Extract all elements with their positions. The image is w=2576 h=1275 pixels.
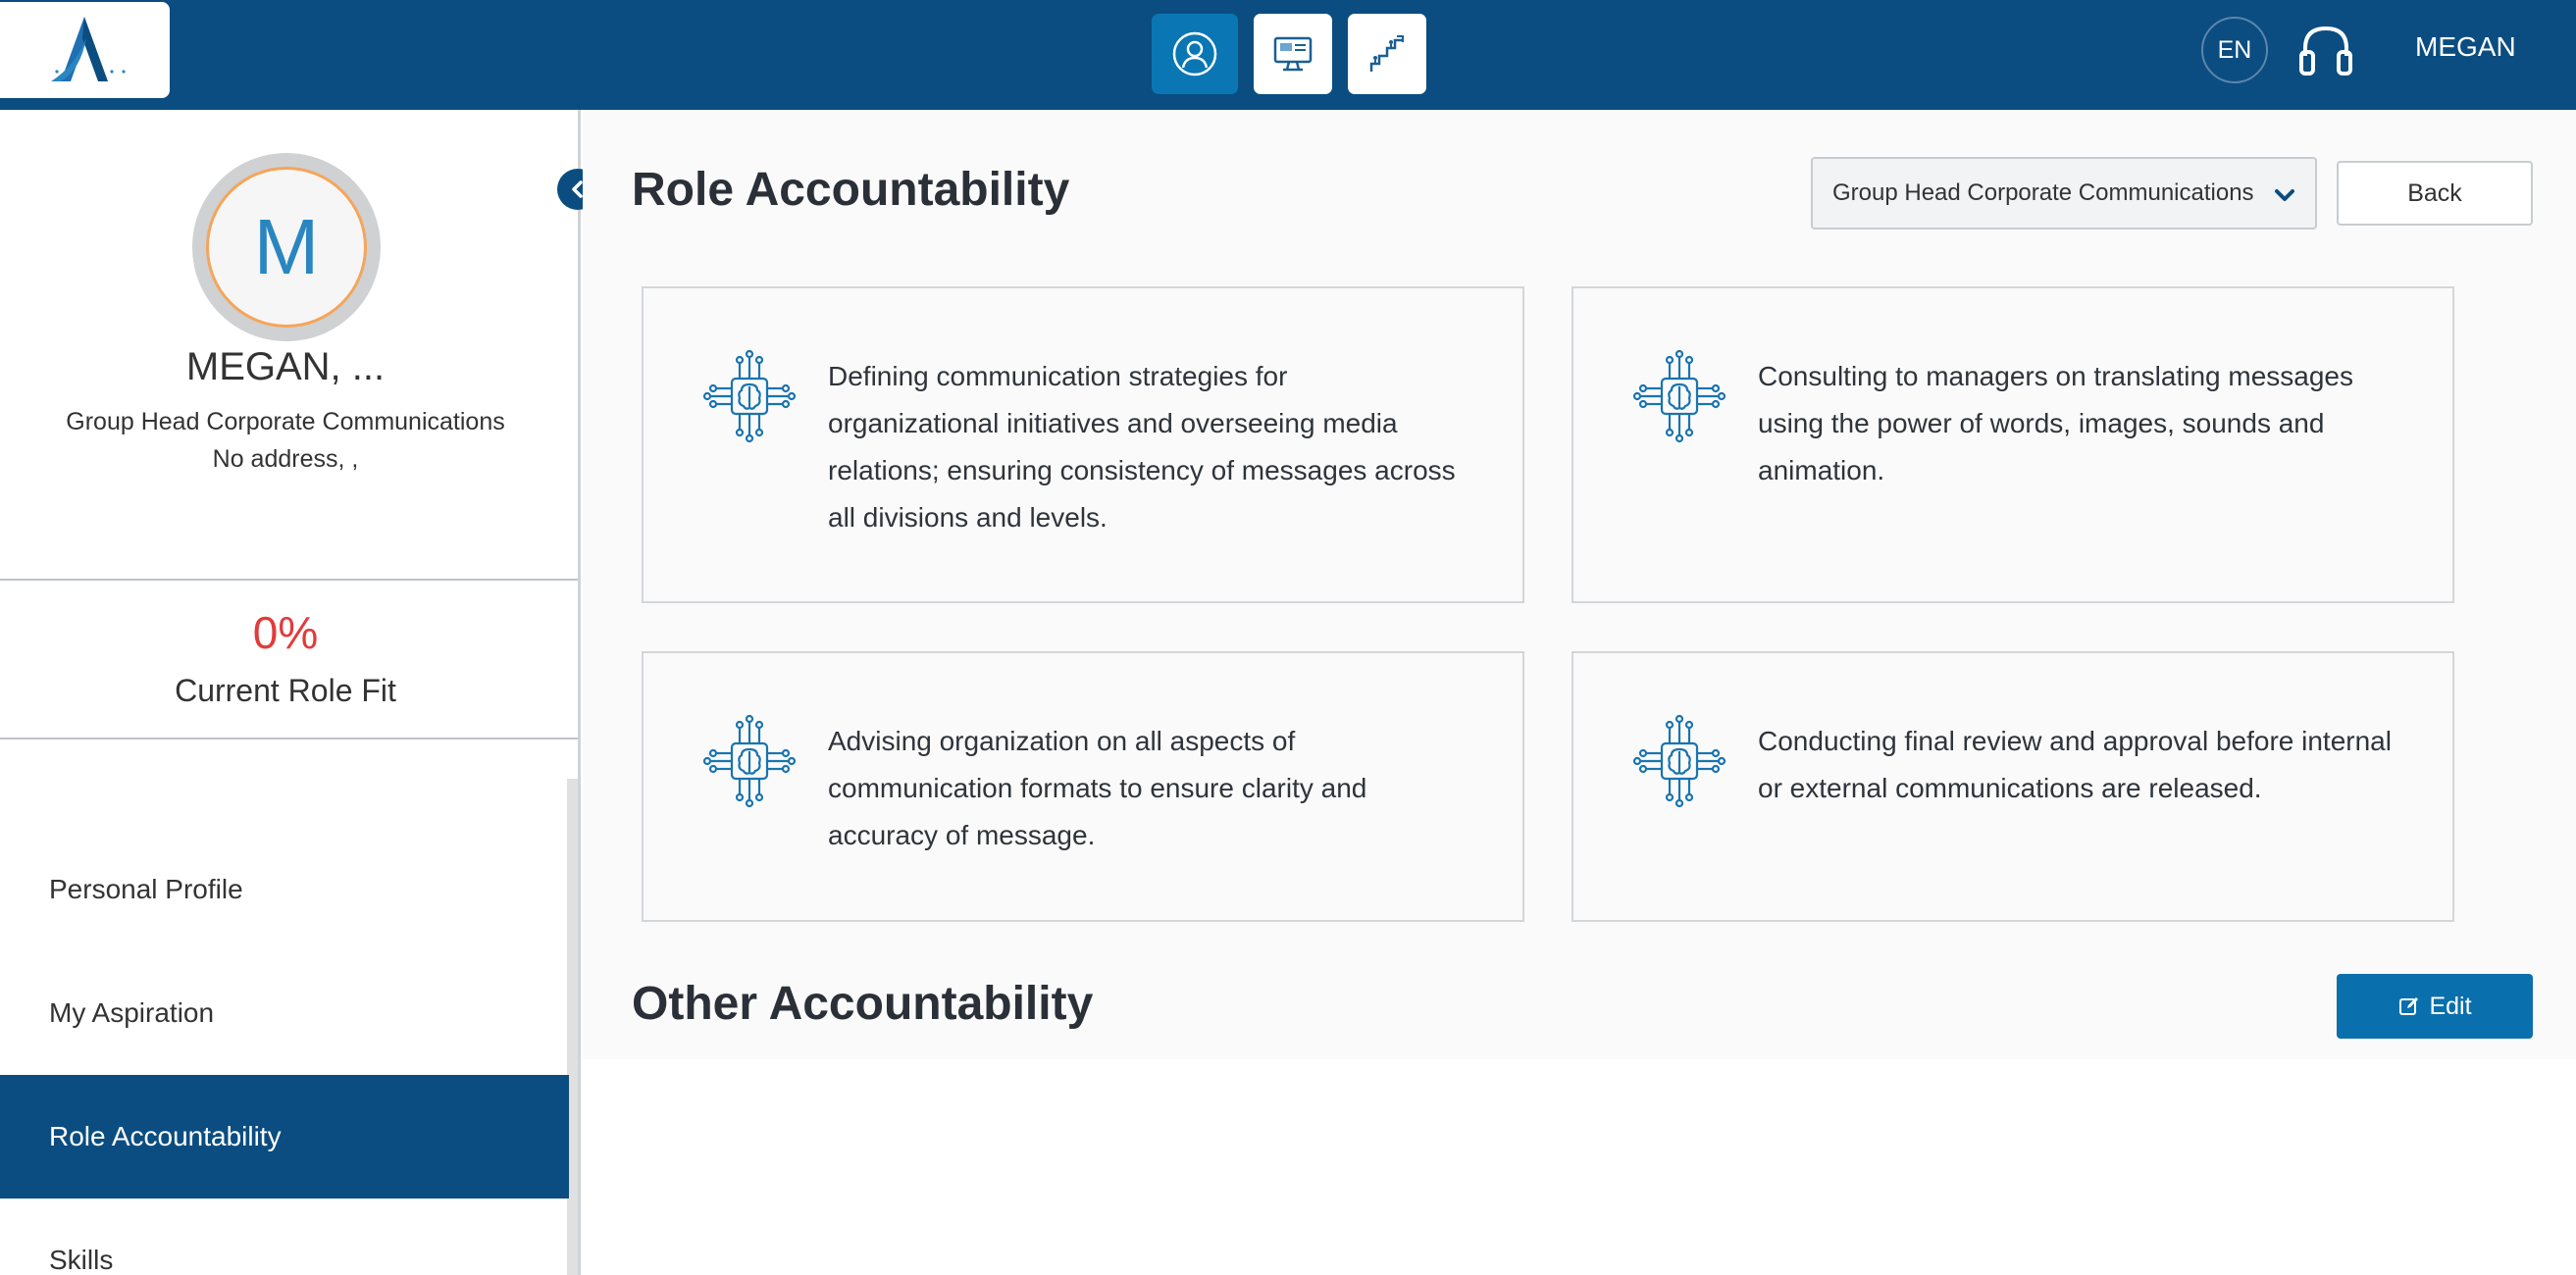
nav-career-button[interactable]	[1348, 14, 1426, 94]
sidebar-menu	[0, 828, 569, 1275]
sidebar-item-role-accountability[interactable]: Role Accountability	[0, 1075, 569, 1198]
company-logo[interactable]	[0, 2, 170, 98]
card-text: Advising organization on all aspects of communication formats to ensure clarity and accuracy of message.	[828, 726, 1367, 850]
headset-icon[interactable]	[2297, 21, 2354, 77]
profile-icon	[1171, 30, 1218, 77]
brain-chip-icon	[1632, 349, 1726, 443]
edit-button[interactable]	[2337, 974, 2533, 1039]
main-lower-area	[583, 1059, 2576, 1275]
top-bar	[0, 0, 2576, 110]
sidebar-item-my-aspiration[interactable]: My Aspiration	[49, 997, 215, 1028]
brain-chip-icon	[702, 349, 797, 443]
sidebar	[0, 110, 581, 1275]
sidebar-item-personal-profile[interactable]: Personal Profile	[49, 874, 243, 904]
profile-address: No address, ,	[212, 445, 359, 473]
avatar[interactable]: M	[206, 167, 367, 328]
page-title: Role Accountability	[632, 164, 1070, 216]
card-text: Consulting to managers on translating messages using the power of words, images, sounds and animation.	[1758, 361, 2354, 485]
card-text: Conducting final review and approval before internal or external communications are released.	[1758, 726, 2392, 803]
role-fit-value: 0%	[252, 607, 319, 658]
card-text: Defining communication strategies for organizational initiatives and overseeing media relations; ensuring consistency of messages across all divisions and levels.	[828, 361, 1456, 533]
accountability-card	[642, 651, 1524, 922]
monitor-icon	[1271, 32, 1314, 76]
brain-chip-icon	[702, 714, 797, 808]
role-fit-label: Current Role Fit	[175, 673, 396, 708]
profile-name: MEGAN, ...	[185, 345, 386, 388]
nav-monitor-button[interactable]	[1254, 14, 1332, 94]
back-button[interactable]: Back	[2337, 161, 2533, 226]
nav-profile-button[interactable]	[1152, 14, 1238, 94]
accountability-card	[1571, 286, 2454, 603]
user-menu[interactable]: MEGAN	[2415, 31, 2516, 62]
sidebar-item-skills[interactable]: Skills	[49, 1245, 114, 1275]
avatar-ring	[192, 153, 381, 341]
edit-icon	[2397, 994, 2421, 1018]
divider	[0, 579, 578, 581]
career-steps-icon	[1365, 32, 1409, 76]
chevron-down-icon	[2272, 182, 2297, 208]
brain-chip-icon	[1632, 714, 1726, 808]
divider	[0, 738, 578, 740]
edit-label: Edit	[2429, 992, 2472, 1020]
accountability-card	[642, 286, 1524, 603]
role-select[interactable]	[1811, 157, 2317, 230]
main-nav	[1152, 14, 1426, 94]
accountability-card	[1571, 651, 2454, 922]
role-select-value: Group Head Corporate Communications	[1832, 179, 2254, 206]
language-selector[interactable]: EN	[2201, 17, 2268, 83]
profile-role: Group Head Corporate Communications	[66, 408, 505, 435]
section-title-other: Other Accountability	[632, 978, 1094, 1030]
